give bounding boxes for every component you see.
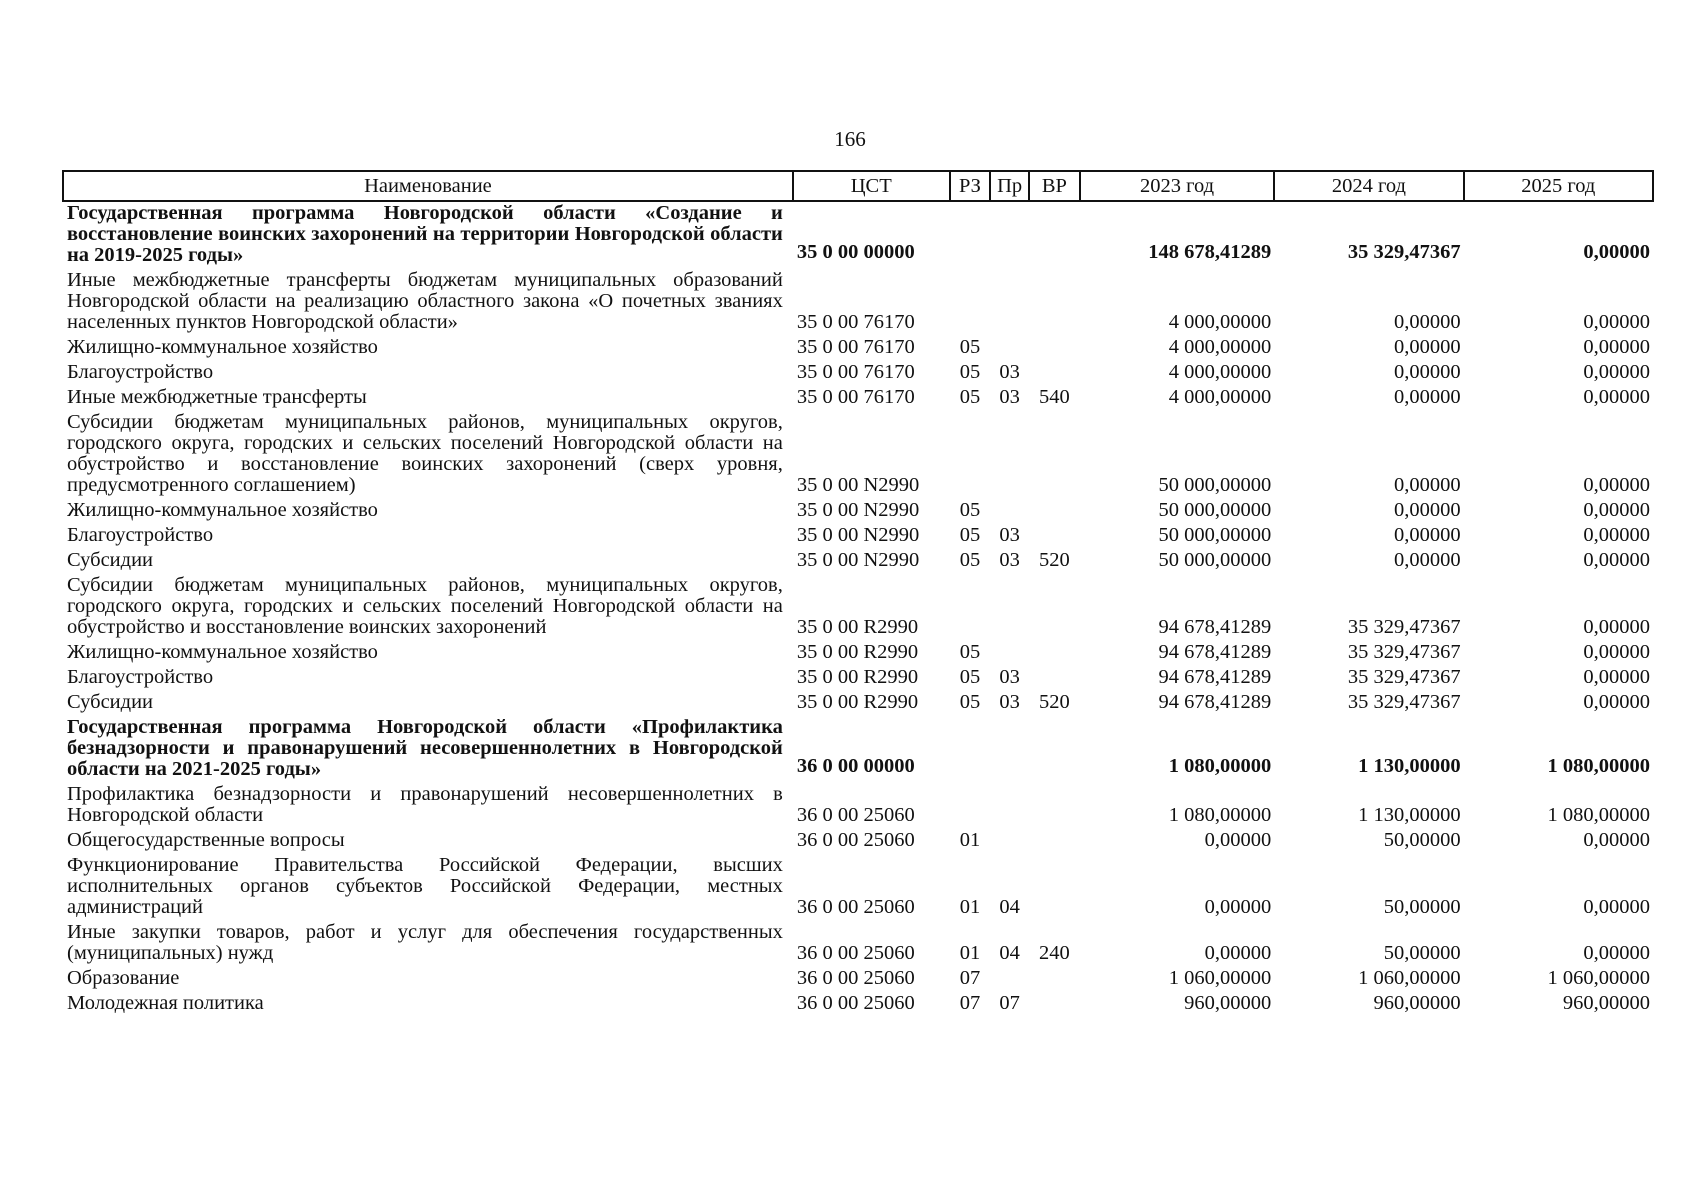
row-pr [990, 499, 1029, 524]
row-name: Функционирование Правительства Российской Федерации, высших исполнительных органов субъектов Российской Федерации, местных администраций [67, 854, 783, 918]
row-2024: 0,00000 [1393, 386, 1461, 408]
row-rz: 05 [959, 549, 981, 571]
row-2025: 0,00000 [1583, 666, 1650, 688]
table-row [63, 992, 1653, 1017]
row-2025: 0,00000 [1583, 616, 1650, 638]
row-cst: 35 0 00 76170 [796, 336, 915, 358]
row-2025: 0,00000 [1583, 499, 1650, 521]
row-name: Общегосударственные вопросы [67, 829, 345, 851]
row-2025: 1 060,00000 [1547, 967, 1650, 989]
row-rz: 05 [959, 691, 981, 713]
row-vr: 240 [1039, 942, 1070, 964]
header-name: Наименование [63, 171, 793, 201]
row-2024: 35 329,47367 [1347, 666, 1461, 688]
header-cst: ЦСТ [793, 171, 950, 201]
row-2025: 0,00000 [1583, 361, 1650, 383]
row-rz: 01 [959, 829, 981, 851]
row-pr: 03 [999, 549, 1020, 571]
row-cst: 35 0 00 00000 [796, 241, 915, 263]
row-cst: 35 0 00 76170 [796, 386, 915, 408]
row-name: Субсидии [67, 691, 154, 713]
row-2023: 1 060,00000 [1168, 967, 1272, 989]
table-row [63, 921, 1653, 967]
row-2023: 0,00000 [1204, 942, 1272, 964]
row-cst: 36 0 00 25060 [796, 967, 915, 989]
row-2023: 50 000,00000 [1158, 524, 1272, 546]
row-rz [950, 783, 991, 829]
row-2023: 0,00000 [1204, 896, 1272, 918]
row-2023: 960,00000 [1184, 992, 1272, 1014]
row-cst: 36 0 00 25060 [796, 992, 915, 1014]
row-vr [1029, 783, 1080, 829]
table-row [63, 716, 1653, 783]
row-name: Жилищно-коммунальное хозяйство [67, 641, 378, 663]
row-2025: 0,00000 [1583, 896, 1650, 918]
row-rz [950, 411, 991, 499]
row-name: Субсидии [67, 549, 154, 571]
row-cst: 35 0 00 N2990 [796, 549, 920, 571]
row-rz: 07 [959, 967, 981, 989]
budget-table [62, 170, 1654, 1017]
row-2024: 0,00000 [1393, 524, 1461, 546]
row-2025: 0,00000 [1583, 942, 1650, 964]
row-cst: 35 0 00 N2990 [796, 499, 920, 521]
row-cst: 35 0 00 N2990 [796, 474, 920, 496]
row-2024: 1 060,00000 [1358, 967, 1461, 989]
row-2025: 0,00000 [1583, 386, 1650, 408]
row-cst: 36 0 00 25060 [796, 829, 915, 851]
row-name: Образование [67, 967, 180, 989]
header-2023: 2023 год [1080, 171, 1274, 201]
row-2025: 0,00000 [1583, 336, 1650, 358]
row-pr [990, 967, 1029, 992]
row-rz: 05 [959, 499, 981, 521]
row-2024: 35 329,47367 [1347, 616, 1461, 638]
row-vr [1029, 524, 1080, 549]
row-name: Благоустройство [67, 666, 214, 688]
row-2025: 0,00000 [1583, 691, 1650, 713]
row-pr [990, 829, 1029, 854]
row-pr [990, 716, 1029, 783]
row-vr [1029, 829, 1080, 854]
row-cst: 35 0 00 76170 [796, 361, 915, 383]
table-row [63, 854, 1653, 921]
row-2025: 0,00000 [1583, 311, 1650, 333]
row-2023: 4 000,00000 [1168, 311, 1272, 333]
row-cst: 36 0 00 25060 [796, 942, 915, 964]
row-rz: 01 [959, 896, 981, 918]
row-name: Профилактика безнадзорности и правонарушений несовершеннолетних в Новгородской области [67, 783, 783, 826]
row-pr [990, 269, 1029, 336]
row-vr [1029, 499, 1080, 524]
row-vr [1029, 269, 1080, 336]
row-cst: 36 0 00 25060 [796, 804, 915, 826]
row-cst: 36 0 00 00000 [796, 755, 915, 777]
row-cst: 35 0 00 N2990 [796, 524, 920, 546]
table-row [63, 411, 1653, 499]
row-rz [950, 574, 991, 641]
row-pr: 04 [999, 942, 1020, 964]
row-vr [1029, 641, 1080, 666]
row-pr [990, 574, 1029, 641]
table-row [63, 666, 1653, 691]
row-2023: 1 080,00000 [1168, 755, 1272, 777]
row-cst: 35 0 00 76170 [796, 311, 915, 333]
row-2023: 94 678,41289 [1158, 641, 1272, 663]
row-2025: 1 080,00000 [1547, 804, 1650, 826]
row-rz [950, 716, 991, 783]
table-row [63, 336, 1653, 361]
table-row [63, 691, 1653, 716]
row-vr [1029, 666, 1080, 691]
row-pr: 07 [999, 992, 1020, 1014]
header-rz: РЗ [950, 171, 991, 201]
table-row [63, 201, 1653, 269]
row-pr: 04 [999, 896, 1020, 918]
row-rz: 05 [959, 524, 981, 546]
row-name: Жилищно-коммунальное хозяйство [67, 499, 378, 521]
row-cst: 35 0 00 R2990 [796, 641, 919, 663]
row-2024: 0,00000 [1393, 499, 1461, 521]
row-name: Государственная программа Новгородской области «Создание и восстановление воинских захоронений на территории Новгородской области на 2019-2025 годы» [67, 202, 783, 266]
row-2023: 4 000,00000 [1168, 386, 1272, 408]
table-row [63, 524, 1653, 549]
row-pr: 03 [999, 691, 1020, 713]
row-2023: 94 678,41289 [1158, 666, 1272, 688]
row-name: Иные межбюджетные трансферты бюджетам муниципальных образований Новгородской области на реализацию областного закона «О почетных званиях населенных пунктов Новгородской области» [67, 269, 783, 333]
row-2025: 960,00000 [1562, 992, 1650, 1014]
row-name: Субсидии бюджетам муниципальных районов, муниципальных округов, городского округа, городских и сельских поселений Новгородской области на обустройство и восстановление воинских захоронений (сверх уровня, предусмотренного соглашением) [67, 411, 783, 496]
row-vr [1029, 967, 1080, 992]
row-name: Иные закупки товаров, работ и услуг для обеспечения государственных (муниципальных) нужд [67, 921, 783, 964]
row-2023: 50 000,00000 [1158, 549, 1272, 571]
row-vr: 520 [1039, 549, 1070, 571]
table-row [63, 574, 1653, 641]
row-2024: 0,00000 [1393, 311, 1461, 333]
row-2024: 35 329,47367 [1347, 641, 1461, 663]
row-rz [950, 201, 991, 269]
row-vr: 520 [1039, 691, 1070, 713]
row-rz: 05 [959, 666, 981, 688]
row-pr: 03 [999, 524, 1020, 546]
row-vr [1029, 201, 1080, 269]
row-vr [1029, 361, 1080, 386]
row-2025: 0,00000 [1583, 641, 1650, 663]
row-2025: 1 080,00000 [1547, 755, 1650, 777]
row-2024: 35 329,47367 [1347, 241, 1461, 263]
row-pr: 03 [999, 386, 1020, 408]
row-2025: 0,00000 [1583, 549, 1650, 571]
table-row [63, 269, 1653, 336]
row-2024: 1 130,00000 [1358, 804, 1461, 826]
row-2023: 94 678,41289 [1158, 691, 1272, 713]
table-row [63, 967, 1653, 992]
row-2024: 35 329,47367 [1347, 691, 1461, 713]
row-2025: 0,00000 [1583, 241, 1650, 263]
row-2023: 4 000,00000 [1168, 336, 1272, 358]
row-2023: 4 000,00000 [1168, 361, 1272, 383]
row-2024: 50,00000 [1383, 942, 1461, 964]
row-2024: 0,00000 [1393, 336, 1461, 358]
row-pr [990, 783, 1029, 829]
table-row [63, 499, 1653, 524]
row-vr [1029, 854, 1080, 921]
row-cst: 35 0 00 R2990 [796, 616, 919, 638]
row-name: Государственная программа Новгородской области «Профилактика безнадзорности и правонарушений несовершеннолетних в Новгородской области на 2021-2025 годы» [67, 716, 783, 780]
row-2024: 0,00000 [1393, 474, 1461, 496]
table-row [63, 783, 1653, 829]
row-name: Благоустройство [67, 361, 214, 383]
row-vr [1029, 716, 1080, 783]
row-rz: 05 [959, 336, 981, 358]
row-name: Благоустройство [67, 524, 214, 546]
row-pr [990, 336, 1029, 361]
row-rz: 01 [959, 942, 981, 964]
row-rz [950, 269, 991, 336]
header-2025: 2025 год [1464, 171, 1653, 201]
header-vr: ВР [1029, 171, 1080, 201]
row-rz: 05 [959, 386, 981, 408]
row-2024: 0,00000 [1393, 361, 1461, 383]
row-2023: 148 678,41289 [1148, 241, 1272, 263]
row-vr [1029, 574, 1080, 641]
header-2024: 2024 год [1274, 171, 1463, 201]
row-rz: 05 [959, 361, 981, 383]
page-number: 166 [834, 127, 866, 151]
row-vr [1029, 992, 1080, 1017]
row-pr [990, 201, 1029, 269]
row-vr [1029, 411, 1080, 499]
header-pr: Пр [990, 171, 1029, 201]
row-name: Субсидии бюджетам муниципальных районов, муниципальных округов, городского округа, городских и сельских поселений Новгородской области на обустройство и восстановление воинских захоронений [67, 574, 783, 638]
row-name: Жилищно-коммунальное хозяйство [67, 336, 378, 358]
row-cst: 35 0 00 R2990 [796, 691, 919, 713]
row-pr [990, 641, 1029, 666]
table-row [63, 386, 1653, 411]
row-2024: 50,00000 [1383, 896, 1461, 918]
table-header-row [63, 171, 1653, 201]
table-row [63, 641, 1653, 666]
table-row [63, 829, 1653, 854]
row-name: Иные межбюджетные трансферты [67, 386, 367, 408]
row-2024: 1 130,00000 [1358, 755, 1461, 777]
row-pr [990, 411, 1029, 499]
row-cst: 36 0 00 25060 [796, 896, 915, 918]
row-2023: 94 678,41289 [1158, 616, 1272, 638]
row-rz: 05 [959, 641, 981, 663]
table-row [63, 549, 1653, 574]
row-2024: 0,00000 [1393, 549, 1461, 571]
row-2024: 960,00000 [1373, 992, 1461, 1014]
row-2023: 0,00000 [1204, 829, 1272, 851]
row-pr: 03 [999, 666, 1020, 688]
row-pr: 03 [999, 361, 1020, 383]
row-cst: 35 0 00 R2990 [796, 666, 919, 688]
row-vr [1029, 336, 1080, 361]
row-2025: 0,00000 [1583, 829, 1650, 851]
row-2023: 50 000,00000 [1158, 499, 1272, 521]
row-2023: 50 000,00000 [1158, 474, 1272, 496]
row-2025: 0,00000 [1583, 524, 1650, 546]
row-2024: 50,00000 [1383, 829, 1461, 851]
table-row [63, 361, 1653, 386]
row-2025: 0,00000 [1583, 474, 1650, 496]
row-2023: 1 080,00000 [1168, 804, 1272, 826]
row-name: Молодежная политика [67, 992, 264, 1014]
row-rz: 07 [959, 992, 981, 1014]
row-vr: 540 [1039, 386, 1070, 408]
